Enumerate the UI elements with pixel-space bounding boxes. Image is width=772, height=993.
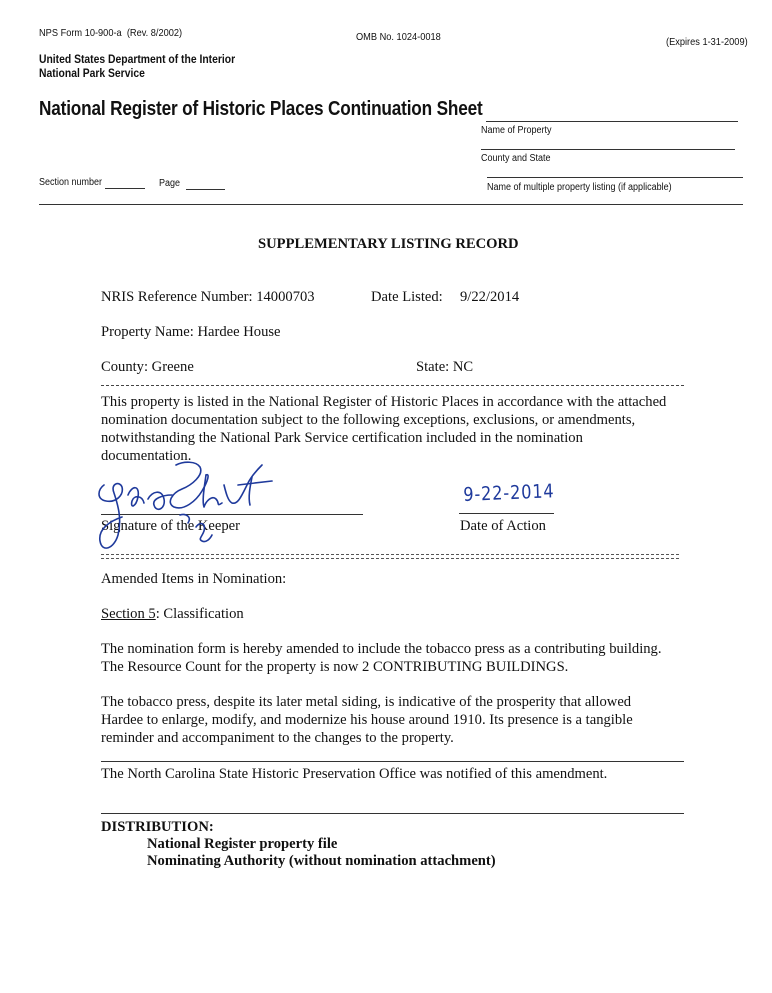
county-state-line bbox=[481, 149, 735, 150]
nris-reference: NRIS Reference Number: 14000703 bbox=[101, 289, 315, 305]
paragraph-line: The nomination form is hereby amended to include the tobacco press as a contributing building. bbox=[101, 641, 662, 657]
statement-line: This property is listed in the National Register of Historic Places in accordance with the attached bbox=[101, 394, 667, 410]
section-number-label: Section number bbox=[39, 177, 103, 188]
section-number-blank bbox=[105, 188, 145, 189]
section-heading bbox=[101, 605, 244, 623]
notification-text: The North Carolina State Historic Preservation Office was notified of this amendment. bbox=[101, 766, 608, 782]
distribution-heading: DISTRIBUTION: bbox=[101, 819, 214, 835]
agency-name: National Park Service bbox=[39, 68, 145, 80]
distribution-item: Nominating Authority (without nomination attachment) bbox=[147, 853, 496, 869]
paragraph-line: The tobacco press, despite its later metal siding, is indicative of the prosperity that allowed bbox=[101, 694, 632, 710]
date-listed-label: Date Listed: bbox=[371, 289, 443, 305]
county: County: Greene bbox=[101, 359, 194, 375]
department-name: United States Department of the Interior bbox=[39, 54, 236, 66]
name-of-property-label: Name of Property bbox=[481, 125, 552, 136]
name-of-property-line bbox=[486, 121, 738, 122]
paragraph-line: reminder and accompaniment to the changes to the property. bbox=[101, 730, 454, 746]
date-listed-value: 9/22/2014 bbox=[460, 289, 520, 305]
signature-label: Signature of the Keeper bbox=[101, 518, 240, 534]
form-number: NPS Form 10-900-a (Rev. 8/2002) bbox=[39, 27, 183, 39]
header-divider bbox=[39, 204, 743, 205]
record-heading: SUPPLEMENTARY LISTING RECORD bbox=[258, 236, 519, 252]
statement-line: documentation. bbox=[101, 448, 192, 464]
amended-items-label: Amended Items in Nomination: bbox=[101, 571, 287, 587]
omb-number: OMB No. 1024-0018 bbox=[356, 31, 441, 43]
distribution-divider bbox=[101, 813, 684, 814]
statement-line: nomination documentation subject to the following exceptions, exclusions, or amendments, bbox=[101, 412, 636, 428]
county-state-label: County and State bbox=[481, 153, 551, 164]
expiration-date: (Expires 1-31-2009) bbox=[666, 36, 748, 48]
distribution-item: National Register property file bbox=[147, 836, 338, 852]
double-dashed-divider bbox=[101, 554, 679, 559]
dashed-divider bbox=[101, 385, 684, 386]
paragraph-line: The Resource Count for the property is now 2 CONTRIBUTING BUILDINGS. bbox=[101, 659, 569, 675]
multiple-listing-label: Name of multiple property listing (if applicable) bbox=[487, 182, 672, 193]
date-of-action-label: Date of Action bbox=[460, 518, 546, 534]
section-title: : Classification bbox=[155, 606, 244, 622]
page-title: National Register of Historic Places Continuation Sheet bbox=[39, 98, 483, 120]
state: State: NC bbox=[416, 359, 474, 375]
handwritten-date: 9-22-2014 bbox=[463, 480, 555, 506]
paragraph-line: Hardee to enlarge, modify, and modernize his house around 1910. Its presence is a tangible bbox=[101, 712, 633, 728]
date-of-action-line bbox=[459, 513, 554, 514]
keeper-signature-image bbox=[92, 455, 292, 567]
section-number: Section 5 bbox=[101, 606, 156, 622]
notification-divider bbox=[101, 761, 684, 762]
property-name: Property Name: Hardee House bbox=[101, 324, 281, 340]
statement-line: notwithstanding the National Park Service certification included in the nomination bbox=[101, 430, 583, 446]
page-blank bbox=[186, 189, 225, 190]
multiple-listing-line bbox=[487, 177, 743, 178]
justification-paragraph bbox=[101, 693, 701, 747]
page-label: Page bbox=[159, 178, 181, 189]
amendment-paragraph bbox=[101, 640, 701, 676]
